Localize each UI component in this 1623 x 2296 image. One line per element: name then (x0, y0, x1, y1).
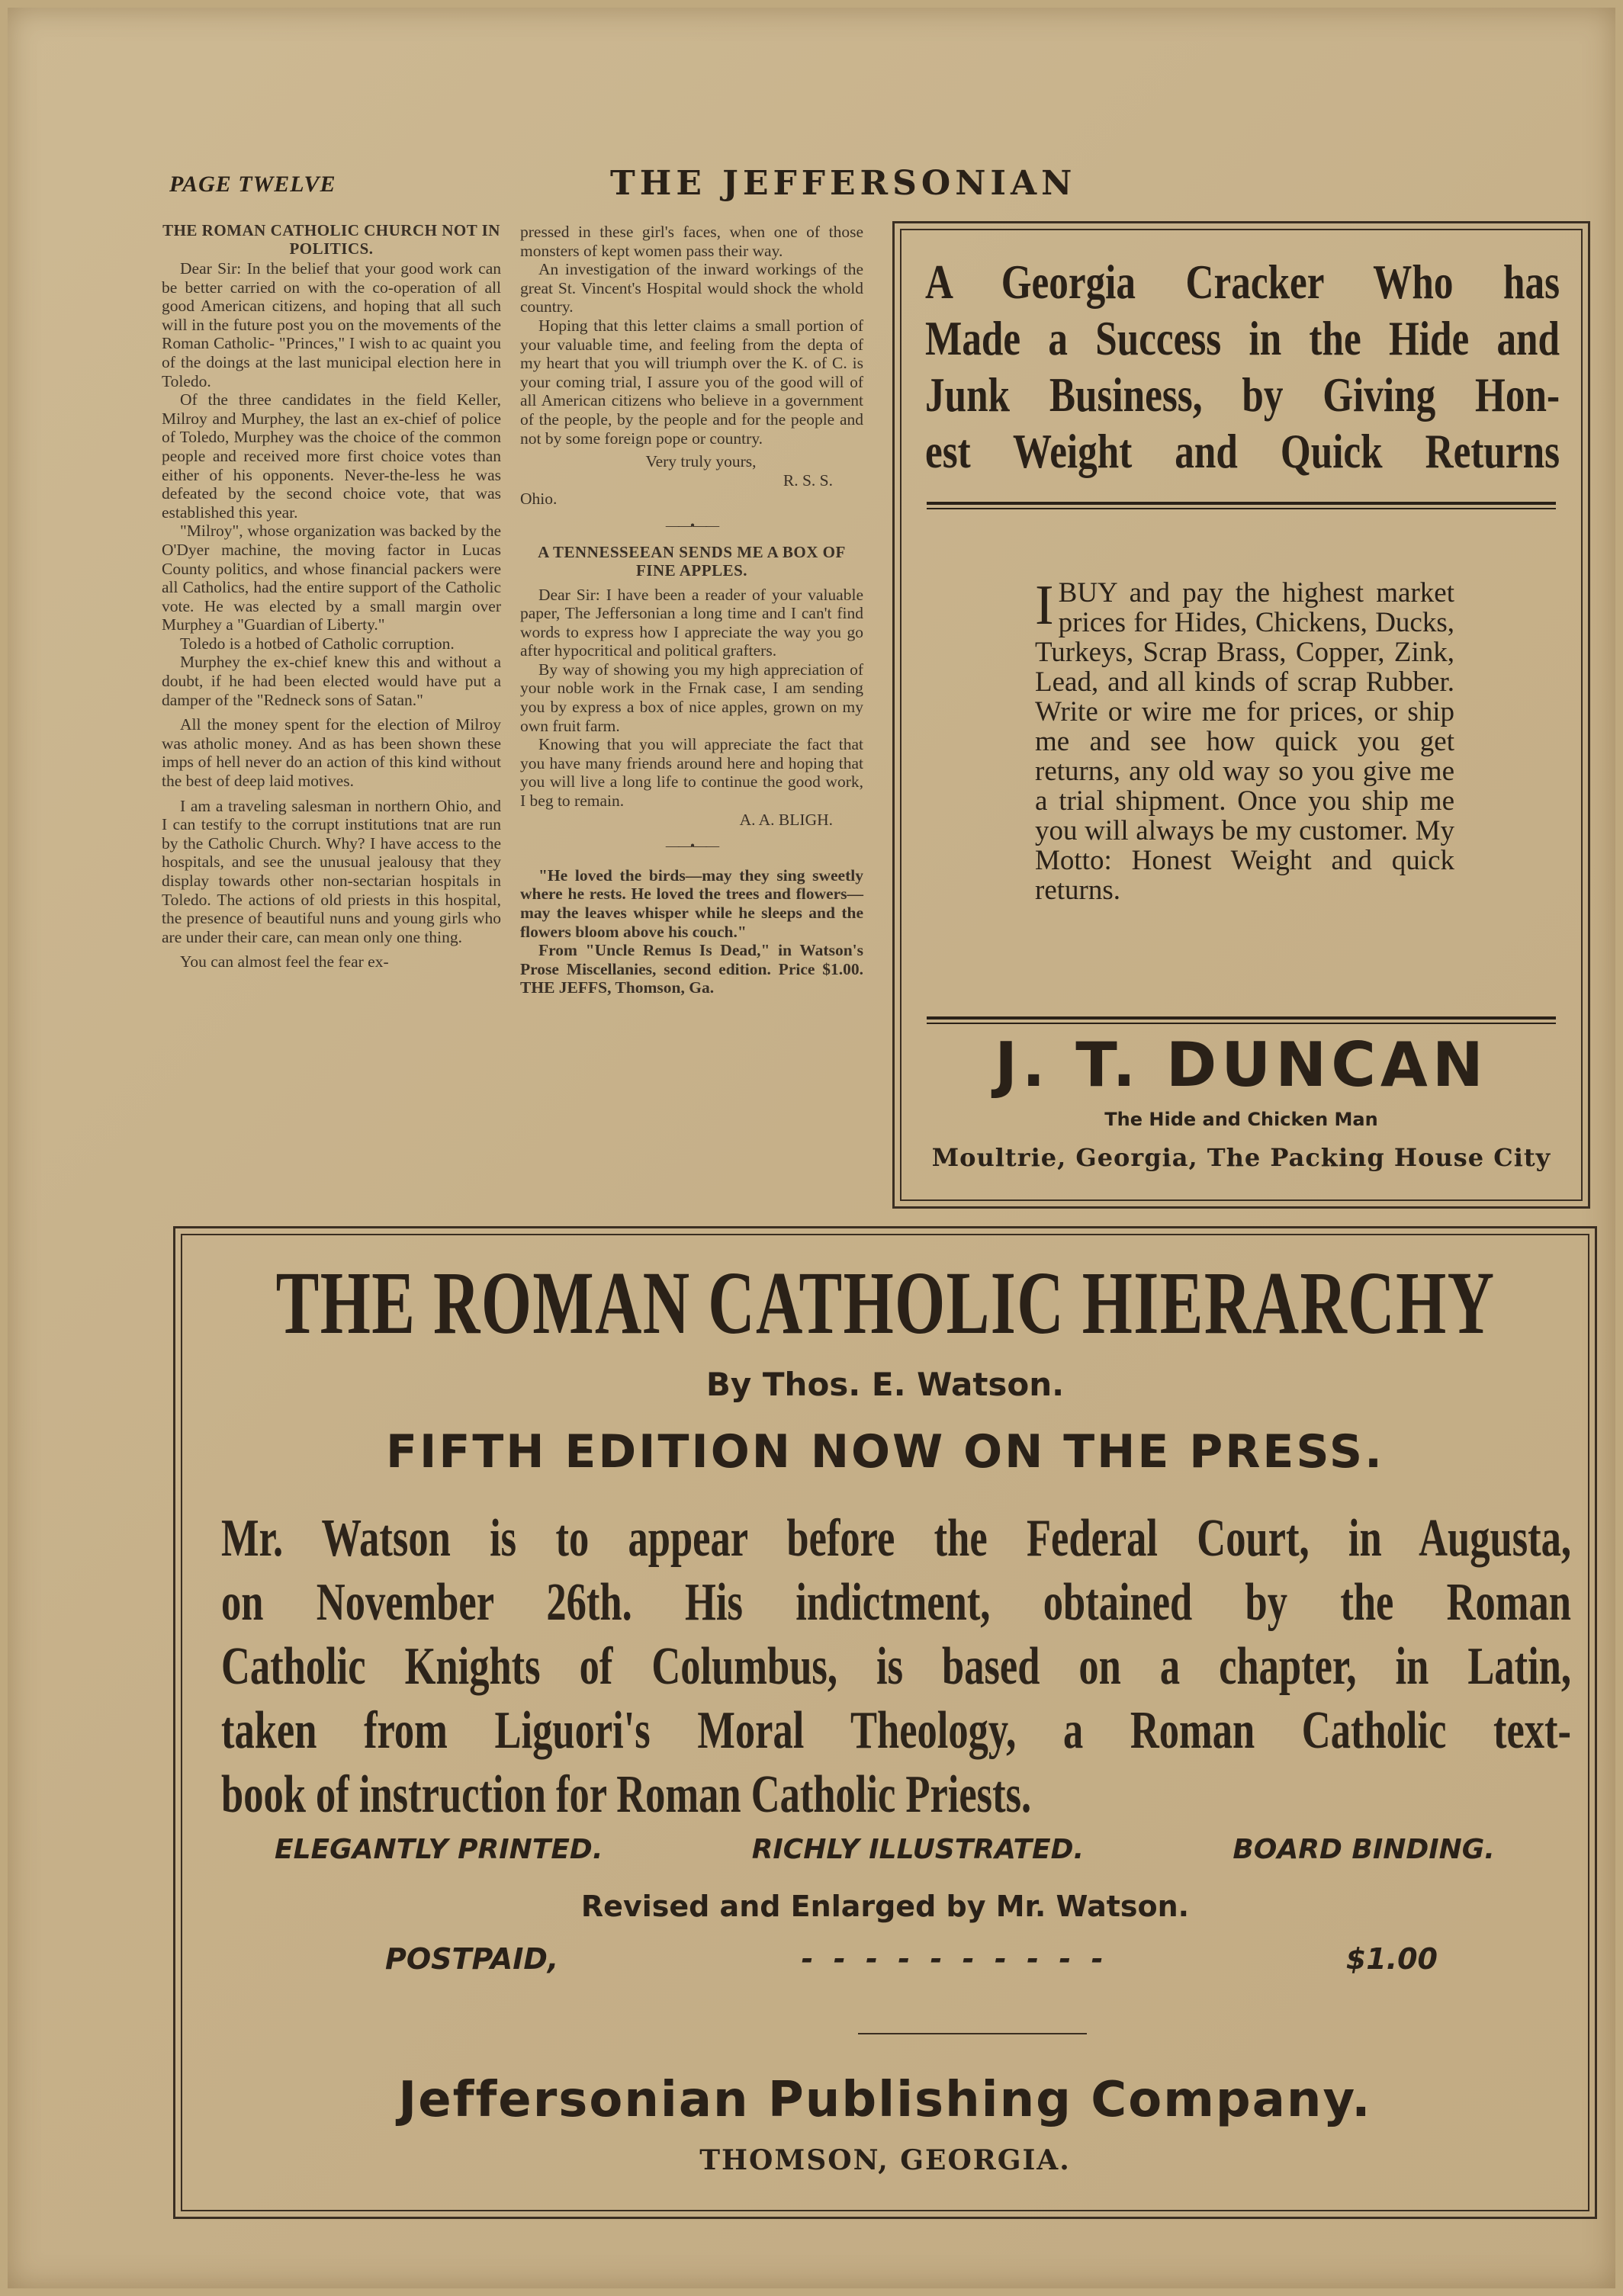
feature: ELEGANTLY PRINTED. (275, 1834, 603, 1865)
duncan-advertisement (892, 221, 1590, 1209)
publisher-location: THOMSON, GEORGIA. (699, 2144, 1071, 2176)
leader-dashes: - - - - - - - - - - (801, 1942, 1104, 1976)
drop-cap: I (1035, 574, 1054, 637)
feature: BOARD BINDING. (1233, 1834, 1495, 1865)
paragraph: Toledo is a hotbed of Catholic corruption. (180, 634, 455, 653)
feature: RICHLY ILLUSTRATED. (751, 1834, 1085, 1865)
edition-notice: FIFTH EDITION NOW ON THE PRESS. (386, 1425, 1384, 1479)
revised-note: Revised and Enlarged by Mr. Watson. (580, 1890, 1190, 1923)
paragraph: You can almost feel the fear ex- (180, 952, 389, 971)
paragraph-line: on November 26th. His indictment, obtained by the Roman (221, 1573, 1571, 1632)
newspaper-page (8, 8, 1615, 2288)
paragraph: An investigation of the inward workings of the great St. Vincent's Hospital would shock the whold country. (520, 260, 863, 316)
headline-line: A Georgia Cracker Who has (925, 255, 1560, 309)
article-title: THE ROMAN CATHOLIC CHURCH NOT IN POLITICS. (162, 221, 500, 258)
publisher-name: Jeffersonian Publishing Company. (398, 2072, 1372, 2128)
ad-body-text: BUY and pay the highest market prices for Hides, Chickens, Ducks, Turkeys, Scrap Brass, Copper, Zink, Lead, and all kinds of scrap Rubber. Write or wire me for prices, or ship me and see how quick you get returns, any old way so you give me a trial shipment. Once you ship me you will always be my customer. My Motto: Honest Weight and quick returns. (1035, 577, 1454, 906)
signature: R. S. S. (783, 470, 833, 490)
advertiser-city: Moultrie, Georgia, The Packing House City (931, 1143, 1551, 1172)
headline-line: Junk Business, by Giving Hon- (925, 368, 1560, 422)
headline-line: Made a Success in the Hide and (925, 311, 1560, 365)
paragraph: Murphey the ex-chief knew this and without a doubt, if he had been elected would have put a damper of the "Redneck sons of Satan." (162, 653, 501, 709)
column-1 (162, 221, 501, 971)
paragraph-line: taken from Liguori's Moral Theology, a Roman Catholic text- (221, 1701, 1571, 1760)
ad-headline (925, 254, 1560, 480)
paragraph-line: Mr. Watson is to appear before the Federal Court, in Augusta, (221, 1509, 1571, 1568)
book-author: By Thos. E. Watson. (705, 1366, 1065, 1403)
paragraph: Dear Sir: In the belief that your good work can be better carried on with the co-operation of all good American citizens, and hoping that all such will in the future post you on the movements of the Roman Catholic- "Princes," I wish to ac quaint you of the doings at the last municipal election here in Toledo. (162, 259, 501, 390)
paragraph: "Milroy", whose organization was backed by the O'Dyer machine, the moving factor in Lucas County politics, and whose financial packers were all Catholics, had the entire support of the Catholic vote. He was elected by a small margin over Murphey a "Guardian of Liberty." (162, 522, 501, 634)
location: Ohio. (520, 490, 558, 509)
paragraph: Dear Sir: I have been a reader of your valuable paper, The Jeffersonian a long time and I can't find words to express how I appreciate the way you go after hypocritical and political grafters. (520, 585, 863, 660)
column-2 (520, 223, 863, 997)
signature: A. A. BLIGH. (739, 810, 833, 829)
book-title: THE ROMAN CATHOLIC HIERARCHY (275, 1253, 1495, 1353)
advertiser-name: J. T. DUNCAN (995, 1029, 1488, 1100)
paragraph-line: Catholic Knights of Columbus, is based on a chapter, in Latin, (221, 1637, 1571, 1696)
quote-source: From "Uncle Remus Is Dead," in Watson's Prose Miscellanies, second edition. Price $1.00. THE JEFFS, Thomson, Ga. (520, 941, 863, 997)
separator: ——•—— (665, 838, 718, 854)
paragraph: Knowing that you will appreciate the fact that you have many friends around here and hoping that you will live a long life to continue the good work, I beg to remain. (520, 735, 863, 811)
quote: "He loved the birds—may they sing sweetly where he rests. He loved the trees and flowers—may the leaves whisper while he sleeps and the flowers bloom above his couch." (520, 865, 863, 941)
masthead: THE JEFFERSONIAN (610, 164, 1077, 203)
divider (858, 2033, 1087, 2034)
ad-paragraph (221, 1507, 1571, 1827)
features (275, 1833, 1495, 1867)
separator: ——•—— (665, 517, 718, 533)
article-title: A TENNESSEEAN SENDS ME A BOX OF FINE APPLES. (538, 542, 846, 580)
divider (927, 1016, 1556, 1024)
paragraph: I am a traveling salesman in northern Ohio, and I can testify to the corrupt institutions tnat are run by the Catholic Church. Why? I have access to the hospitals, and see the unusual jealousy that they display towards other non-sectarian hospitals in Toledo. The actions of old priests in this hospital, the presence of beautiful nuns and young girls who are under their care, can mean only one thing. (162, 796, 501, 946)
hierarchy-advertisement (173, 1226, 1597, 2219)
headline-line: est Weight and Quick Returns (925, 424, 1560, 478)
paragraph: Of the three candidates in the field Keller, Milroy and Murphey, the last an ex-chief of police of Toledo, Murphey was the choice of the common people and received more first choice votes than either of his opponents. Never-the-less he was defeated by the second choice vote, that was established this year. (162, 390, 501, 522)
advertiser-tagline: The Hide and Chicken Man (1104, 1109, 1378, 1130)
paragraph: Hoping that this letter claims a small portion of your valuable time, and feeling from the depta of my heart that you will triumph over the K. of C. is your coming trial, I assure you of the good will of all American citizens who believe in a government of the people, by the people and for the people and not by some foreign pope or country. (520, 316, 863, 448)
paragraph-line: book of instruction for Roman Catholic Priests. (221, 1765, 1032, 1824)
price-line (385, 1941, 1438, 1976)
price: $1.00 (1345, 1942, 1438, 1976)
page-number-label: PAGE TWELVE (169, 172, 336, 197)
closing: Very truly yours, (645, 452, 757, 471)
paragraph: All the money spent for the election of Milroy was atholic money. And as has been shown these imps of hell never do an action of this kind without the best of deep laid motives. (162, 715, 501, 791)
postpaid-label: POSTPAID, (385, 1942, 559, 1976)
paragraph: pressed in these girl's faces, when one of those monsters of kept women pass their way. (520, 223, 863, 260)
paragraph: By way of showing you my high appreciation of your noble work in the Frnak case, I am sending you by express a box of nice apples, grown on my own fruit farm. (520, 660, 863, 735)
ad-body (1035, 574, 1454, 906)
divider (927, 502, 1556, 509)
